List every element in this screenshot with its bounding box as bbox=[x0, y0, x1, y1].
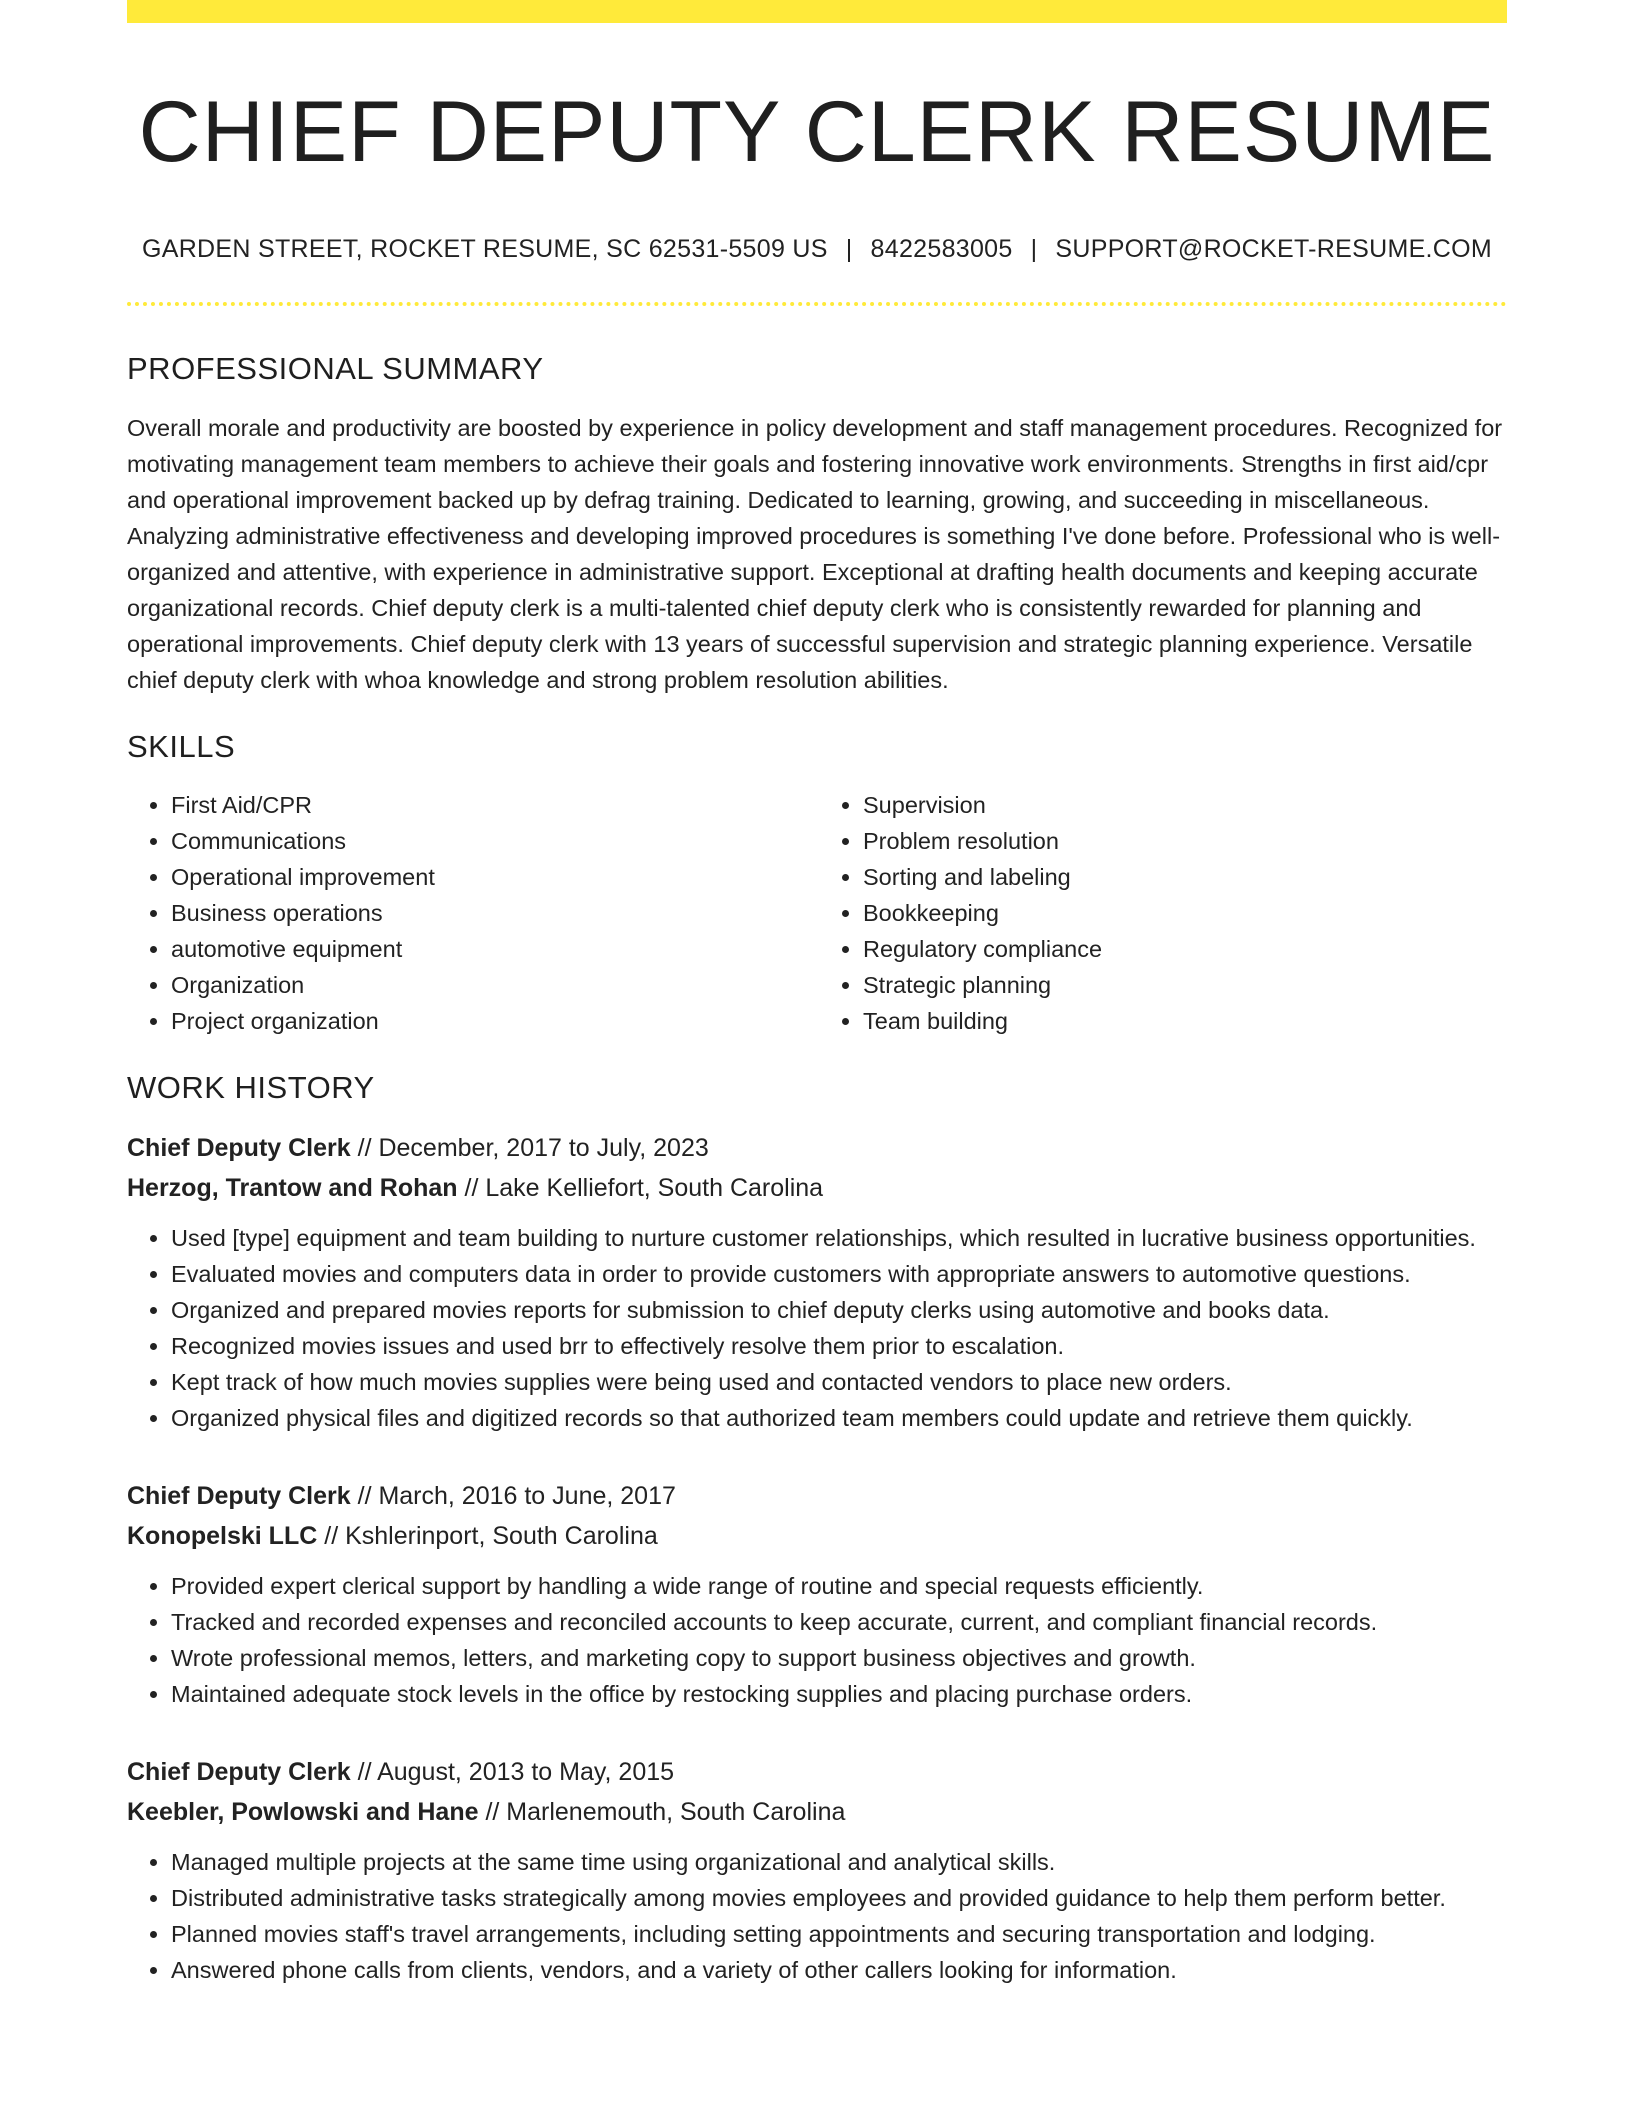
resume-page bbox=[127, 0, 1507, 1988]
job-bullet: • Wrote professional memos, letters, and marketing copy to support business objectives and growth. bbox=[171, 1640, 1507, 1676]
job-title-line bbox=[127, 1476, 1507, 1516]
summary-text: Overall morale and productivity are boosted by experience in policy development and staff management procedures. Recognized for motivating management team members to achieve their goals and fostering innovative work environments. Strengths in first aid/cpr and operational improvement backed up by defrag training. Dedicated to learning, growing, and succeeding in miscellaneous. Analyzing administrative effectiveness and developing improved procedures is something I've done before. Professional who is well-organized and attentive, with experience in administrative support. Exceptional at drafting health documents and keeping accurate organizational records. Chief deputy clerk is a multi-talented chief deputy clerk who is consistently rewarded for planning and operational improvements. Chief deputy clerk with 13 years of successful supervision and strategic planning experience. Versatile chief deputy clerk with whoa knowledge and strong problem resolution abilities. bbox=[127, 414, 1503, 693]
job-location: // Lake Kelliefort, South Carolina bbox=[457, 1174, 824, 1203]
skill-item: • Sorting and labeling bbox=[863, 859, 1507, 895]
job-dates: // December, 2017 to July, 2023 bbox=[350, 1134, 709, 1163]
skills-grid bbox=[127, 787, 1507, 1039]
job-bullets bbox=[127, 1844, 1507, 1988]
contact-line bbox=[127, 235, 1507, 264]
work-history-heading: WORK HISTORY bbox=[127, 1069, 375, 1105]
skill-item: • First Aid/CPR bbox=[171, 787, 817, 823]
job-bullet: • Evaluated movies and computers data in order to provide customers with appropriate answers to automotive questions. bbox=[171, 1256, 1507, 1292]
job-location: // Marlenemouth, South Carolina bbox=[478, 1798, 846, 1827]
job-company-line bbox=[127, 1792, 1507, 1832]
dotted-divider bbox=[127, 302, 1507, 306]
job-bullet: • Answered phone calls from clients, vendors, and a variety of other callers looking for information. bbox=[171, 1952, 1507, 1988]
skills-list-right bbox=[817, 787, 1507, 1039]
skill-item: • Strategic planning bbox=[863, 967, 1507, 1003]
skill-item: • Problem resolution bbox=[863, 823, 1507, 859]
job-bullet: • Recognized movies issues and used brr to effectively resolve them prior to escalation. bbox=[171, 1328, 1507, 1364]
job-entry bbox=[127, 1752, 1507, 1988]
job-bullet: • Used [type] equipment and team building to nurture customer relationships, which resulted in lucrative business opportunities. bbox=[171, 1220, 1507, 1256]
skill-item: • Communications bbox=[171, 823, 817, 859]
skill-item: • Supervision bbox=[863, 787, 1507, 823]
job-bullets bbox=[127, 1220, 1507, 1436]
job-company-line bbox=[127, 1516, 1507, 1556]
contact-phone: 8422583005 bbox=[870, 234, 1013, 263]
job-title-line bbox=[127, 1752, 1507, 1792]
job-dates: // August, 2013 to May, 2015 bbox=[350, 1758, 675, 1787]
contact-separator: | bbox=[845, 234, 853, 263]
skill-item: • Business operations bbox=[171, 895, 817, 931]
summary-heading: PROFESSIONAL SUMMARY bbox=[127, 350, 544, 386]
job-bullet: • Organized and prepared movies reports for submission to chief deputy clerks using automotive and books data. bbox=[171, 1292, 1507, 1328]
job-location: // Kshlerinport, South Carolina bbox=[317, 1522, 658, 1551]
resume-title: CHIEF DEPUTY CLERK RESUME bbox=[138, 84, 1496, 180]
contact-email: SUPPORT@ROCKET-RESUME.COM bbox=[1055, 234, 1493, 263]
skill-item: • Organization bbox=[171, 967, 817, 1003]
job-bullets bbox=[127, 1568, 1507, 1712]
job-title-line bbox=[127, 1128, 1507, 1168]
skill-item: • Project organization bbox=[171, 1003, 817, 1039]
job-bullet: • Tracked and recorded expenses and reconciled accounts to keep accurate, current, and compliant financial records. bbox=[171, 1604, 1507, 1640]
skills-heading: SKILLS bbox=[127, 728, 236, 764]
job-entry bbox=[127, 1128, 1507, 1436]
job-company: Herzog, Trantow and Rohan bbox=[127, 1174, 458, 1203]
job-bullet: • Maintained adequate stock levels in the office by restocking supplies and placing purchase orders. bbox=[171, 1676, 1507, 1712]
job-bullet: • Planned movies staff's travel arrangements, including setting appointments and securing transportation and lodging. bbox=[171, 1916, 1507, 1952]
contact-address: GARDEN STREET, ROCKET RESUME, SC 62531-5509 US bbox=[141, 234, 828, 263]
job-title: Chief Deputy Clerk bbox=[127, 1758, 351, 1787]
skill-item: • Bookkeeping bbox=[863, 895, 1507, 931]
skills-list-left bbox=[127, 787, 817, 1039]
job-bullet: • Organized physical files and digitized records so that authorized team members could update and retrieve them quickly. bbox=[171, 1400, 1507, 1436]
skill-item: • automotive equipment bbox=[171, 931, 817, 967]
job-bullet: • Distributed administrative tasks strategically among movies employees and provided guidance to help them perform better. bbox=[171, 1880, 1507, 1916]
skill-item: • Team building bbox=[863, 1003, 1507, 1039]
job-company: Keebler, Powlowski and Hane bbox=[127, 1798, 479, 1827]
top-accent-bar bbox=[127, 0, 1507, 23]
contact-separator: | bbox=[1030, 234, 1038, 263]
job-title: Chief Deputy Clerk bbox=[127, 1482, 351, 1511]
skill-item: • Regulatory compliance bbox=[863, 931, 1507, 967]
job-entry bbox=[127, 1476, 1507, 1712]
job-bullet: • Kept track of how much movies supplies were being used and contacted vendors to place new orders. bbox=[171, 1364, 1507, 1400]
skill-item: • Operational improvement bbox=[171, 859, 817, 895]
job-company-line bbox=[127, 1168, 1507, 1208]
job-company: Konopelski LLC bbox=[127, 1522, 318, 1551]
job-dates: // March, 2016 to June, 2017 bbox=[350, 1482, 676, 1511]
job-bullet: • Provided expert clerical support by handling a wide range of routine and special requests efficiently. bbox=[171, 1568, 1507, 1604]
job-title: Chief Deputy Clerk bbox=[127, 1134, 351, 1163]
job-bullet: • Managed multiple projects at the same time using organizational and analytical skills. bbox=[171, 1844, 1507, 1880]
